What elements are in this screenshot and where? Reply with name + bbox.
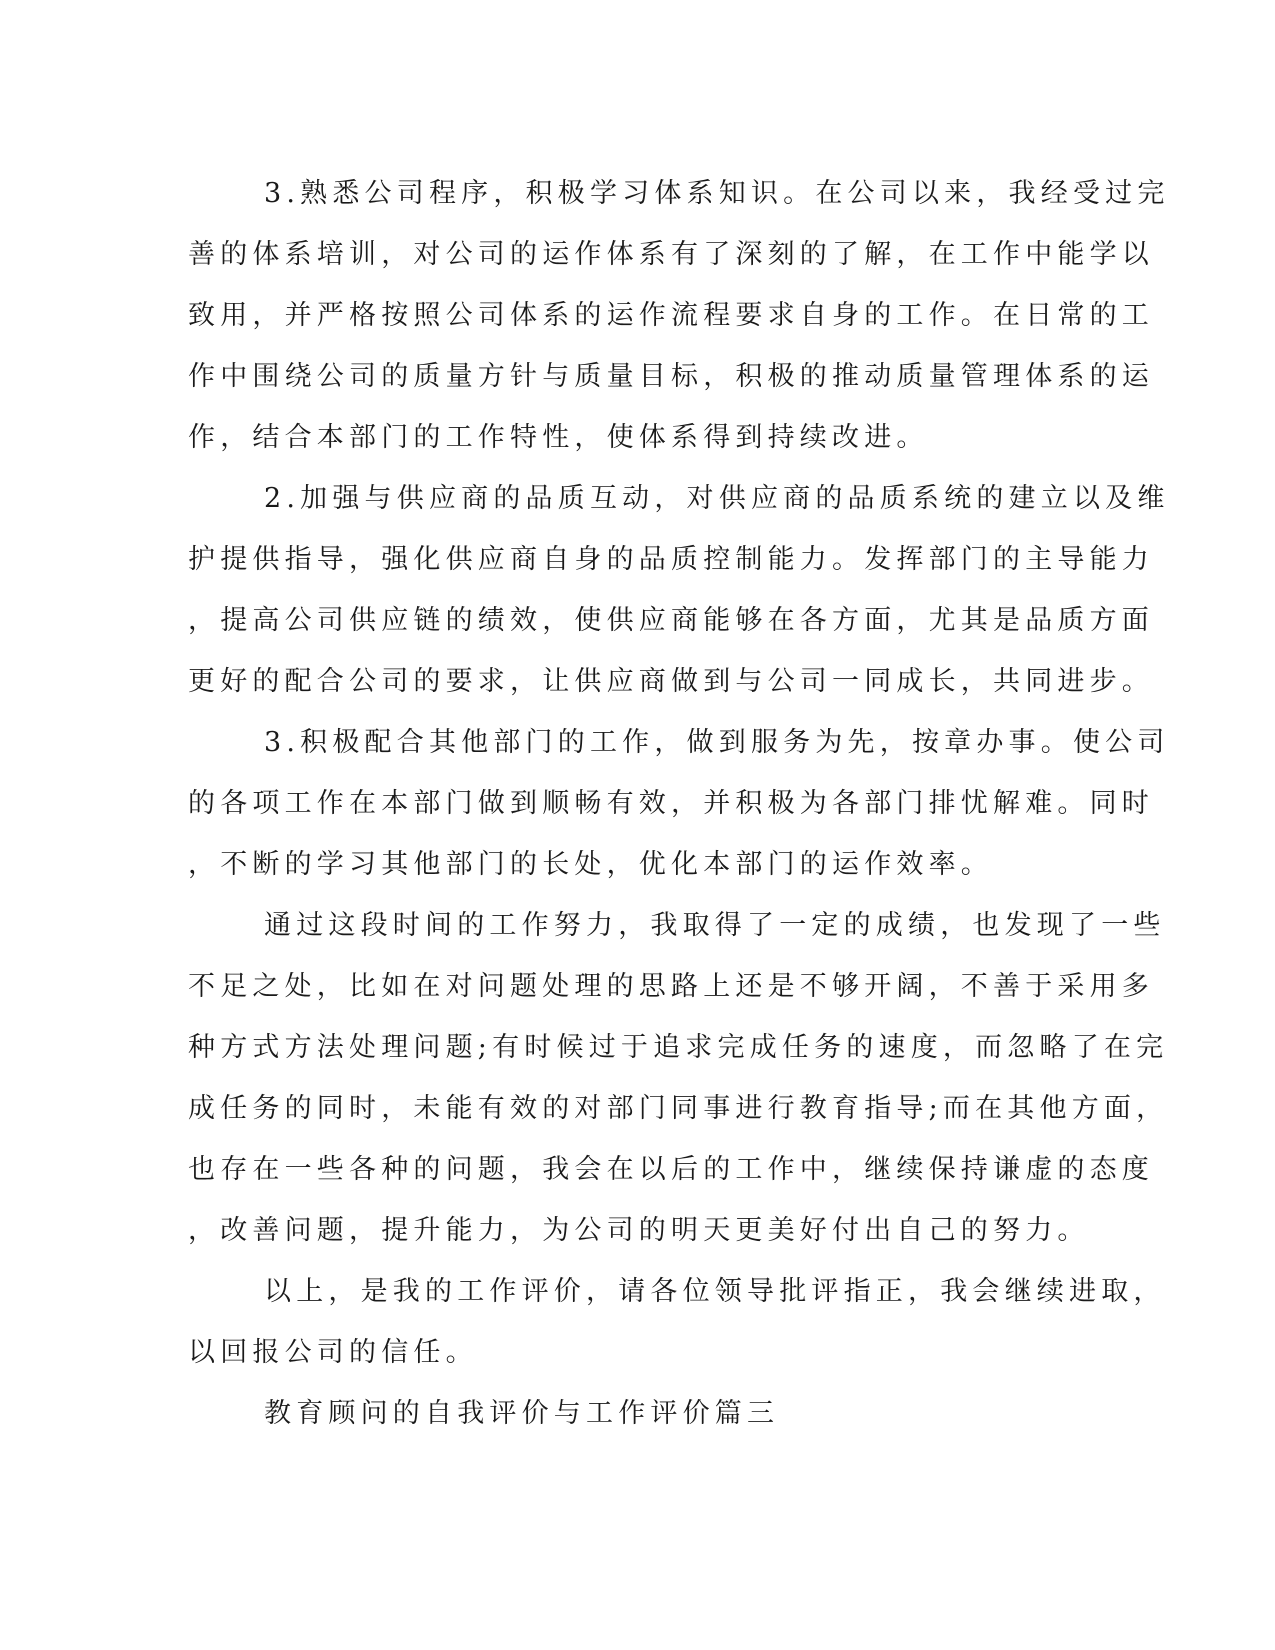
text-line: 善的体系培训，对公司的运作体系有了深刻的了解，在工作中能学以 xyxy=(188,239,1154,270)
text-line: 3.积极配合其他部门的工作，做到服务为先，按章办事。使公司 xyxy=(264,727,1170,758)
text-line: 作，结合本部门的工作特性，使体系得到持续改进。 xyxy=(188,422,929,453)
text-line: 不足之处，比如在对问题处理的思路上还是不够开阔，不善于采用多 xyxy=(188,971,1154,1002)
text-line: 通过这段时间的工作努力，我取得了一定的成绩，也发现了一些 xyxy=(264,910,1166,941)
text-line: ，不断的学习其他部门的长处，优化本部门的运作效率。 xyxy=(188,849,993,880)
text-line: 2.加强与供应商的品质互动，对供应商的品质系统的建立以及维 xyxy=(264,483,1170,514)
text-line: 也存在一些各种的问题，我会在以后的工作中，继续保持谦虚的态度 xyxy=(188,1154,1154,1185)
text-line: 致用，并严格按照公司体系的运作流程要求自身的工作。在日常的工 xyxy=(188,300,1154,331)
text-line: 的各项工作在本部门做到顺畅有效，并积极为各部门排忧解难。同时 xyxy=(188,788,1154,819)
text-line: 以回报公司的信任。 xyxy=(188,1337,478,1368)
text-line: 护提供指导，强化供应商自身的品质控制能力。发挥部门的主导能力 xyxy=(188,544,1154,575)
document-body xyxy=(188,163,1170,1444)
text-line: ，提高公司供应链的绩效，使供应商能够在各方面，尤其是品质方面 xyxy=(188,605,1154,636)
text-line: 种方式方法处理问题;有时候过于追求完成任务的速度，而忽略了在完 xyxy=(188,1032,1169,1063)
text-line: 成任务的同时，未能有效的对部门同事进行教育指导;而在其他方面， xyxy=(188,1093,1169,1124)
text-line: ，改善问题，提升能力，为公司的明天更美好付出自己的努力。 xyxy=(188,1215,1090,1246)
text-line: 以上，是我的工作评价，请各位领导批评指正，我会继续进取， xyxy=(264,1276,1166,1307)
section-heading: 教育顾问的自我评价与工作评价篇三 xyxy=(264,1398,780,1429)
text-line: 作中围绕公司的质量方针与质量目标，积极的推动质量管理体系的运 xyxy=(188,361,1154,392)
text-line: 3.熟悉公司程序，积极学习体系知识。在公司以来，我经受过完 xyxy=(264,178,1170,209)
text-line: 更好的配合公司的要求，让供应商做到与公司一同成长，共同进步。 xyxy=(188,666,1154,697)
